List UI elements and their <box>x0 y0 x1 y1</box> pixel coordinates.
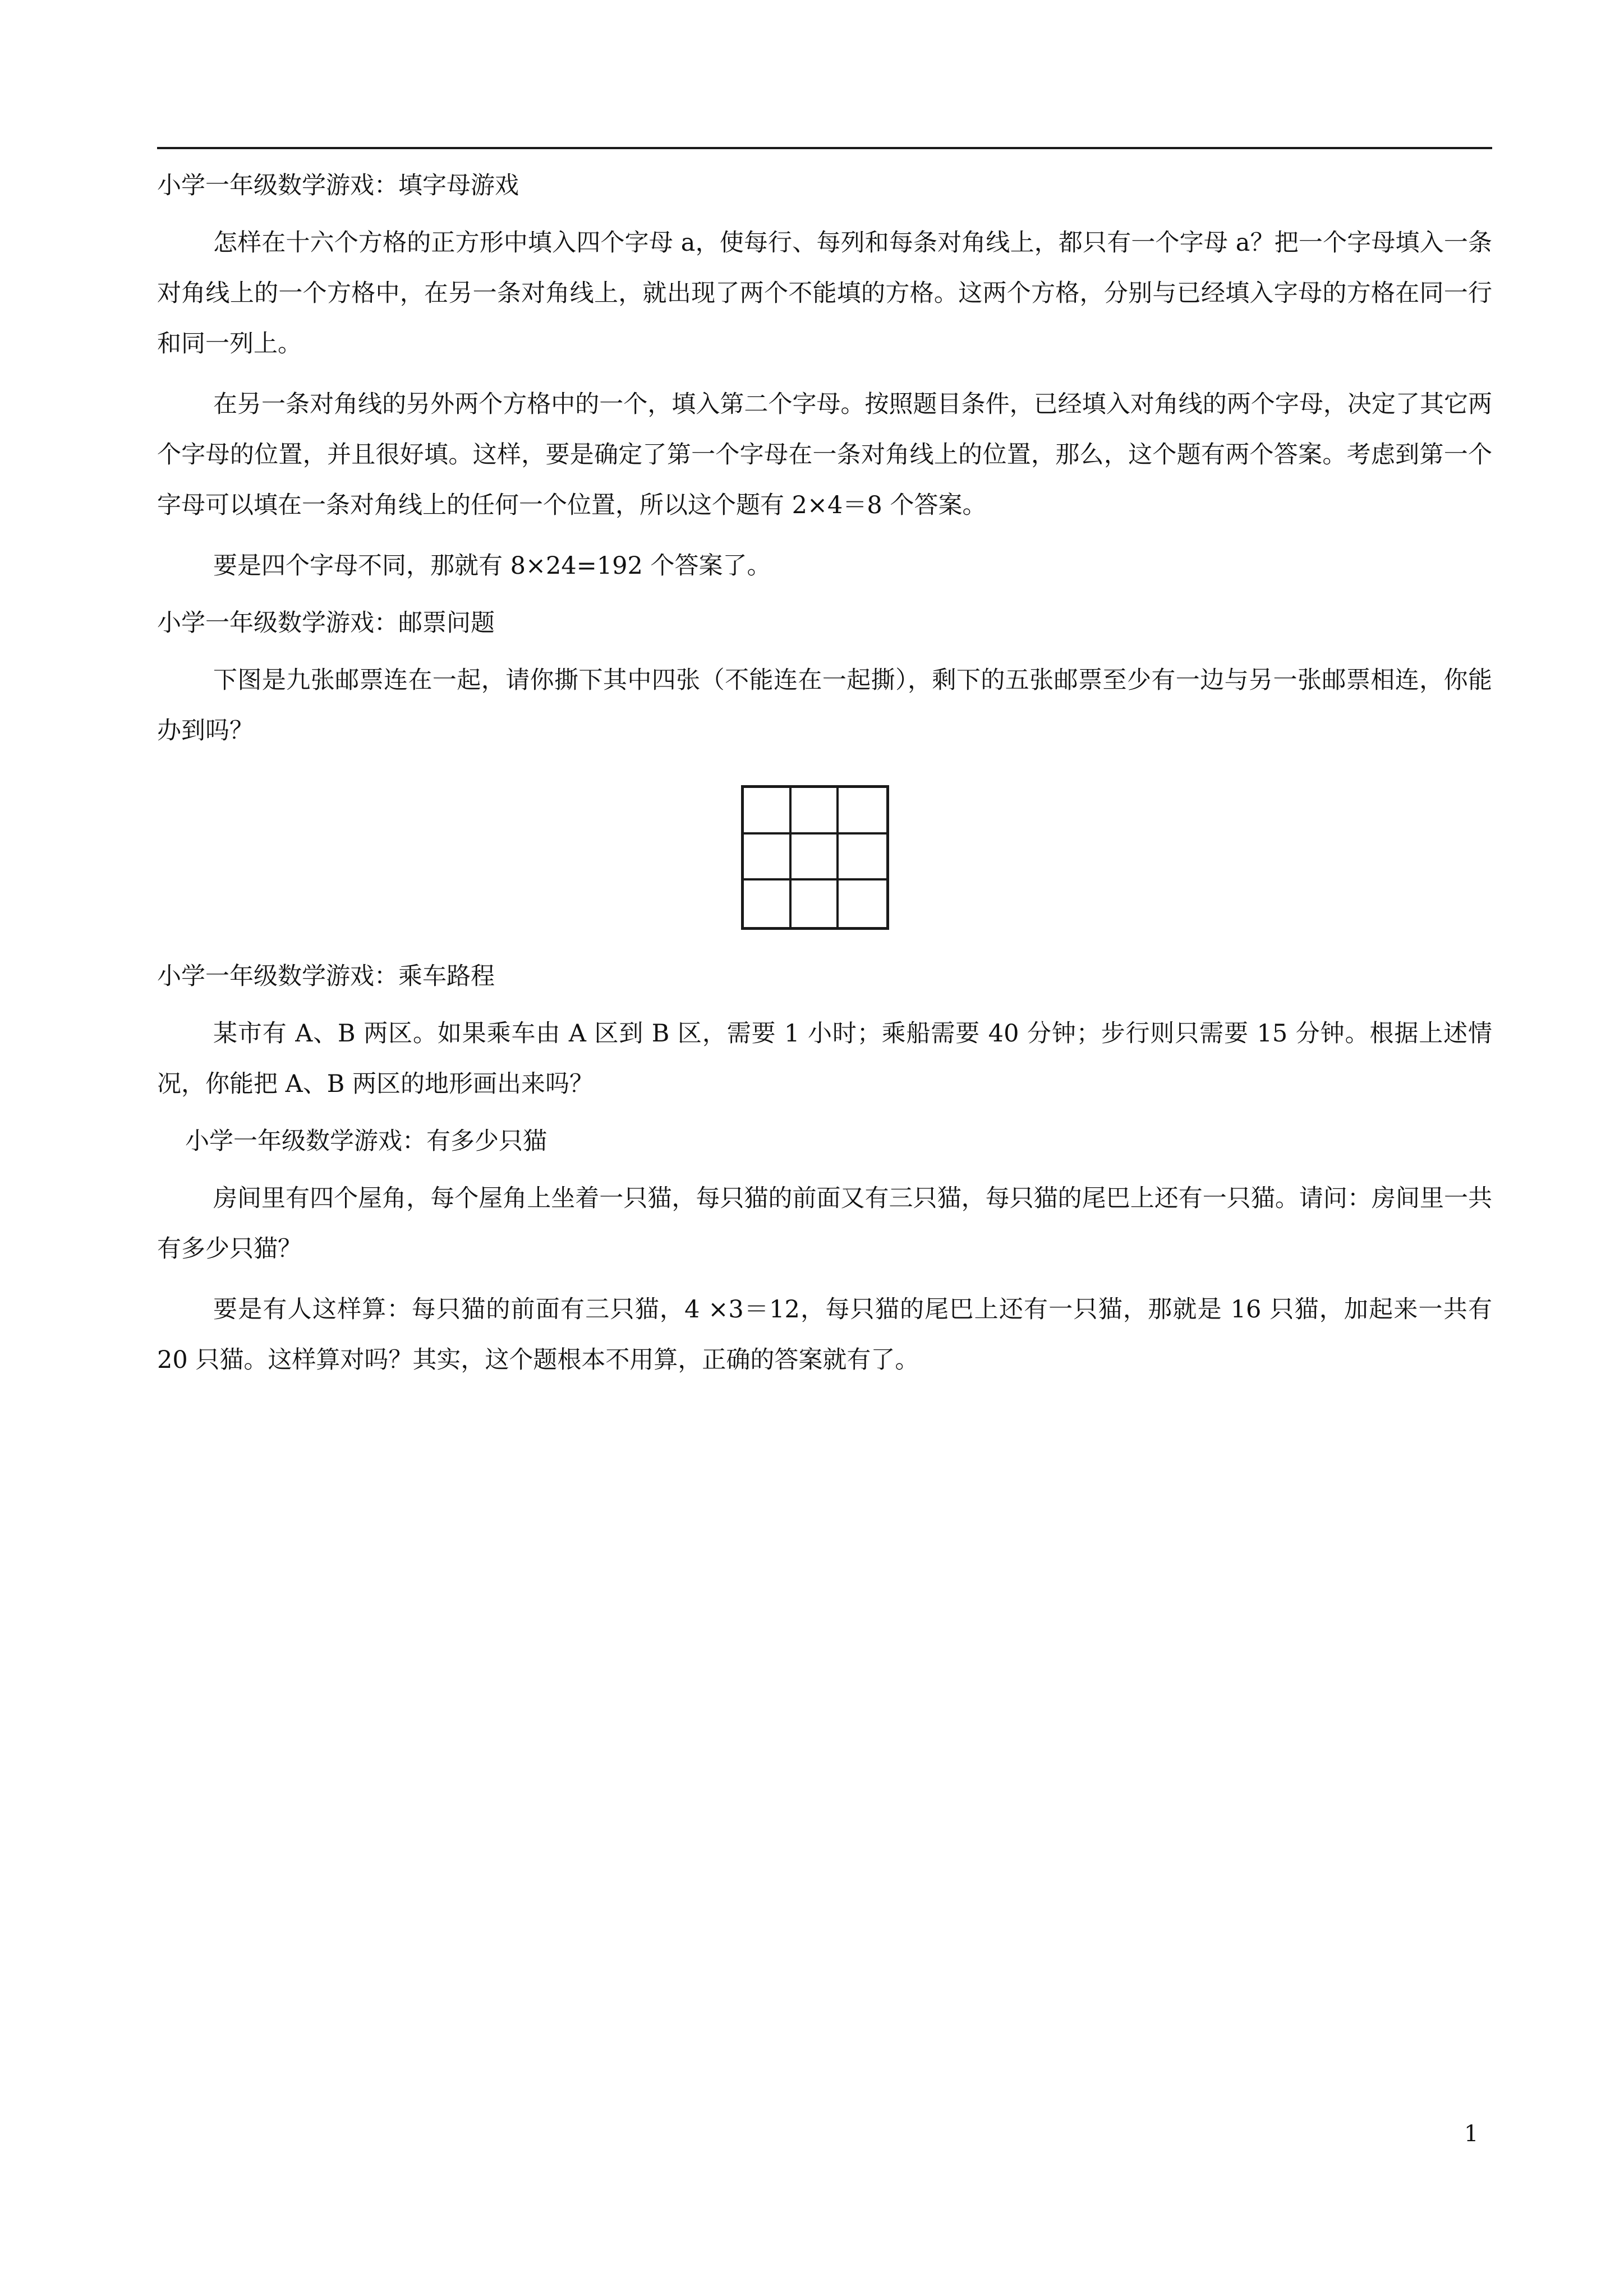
stamp <box>744 835 792 881</box>
stamp <box>744 880 792 927</box>
paragraph: 要是有人这样算：每只猫的前面有三只猫，4 ×3＝12，每只猫的尾巴上还有一只猫，那就是 16 只猫，加起来一共有 20 只猫。这样算对吗？其实，这个题根本不用算，正确的答案就有了。 <box>157 1295 1492 1374</box>
stamp <box>792 788 839 835</box>
stamp-grid <box>741 785 889 930</box>
stamp <box>839 880 886 927</box>
stamp <box>792 835 839 881</box>
section-title: 小学一年级数学游戏：有多少只猫 <box>185 1127 547 1155</box>
header-rule <box>157 147 1492 149</box>
paragraph: 某市有 A、B 两区。如果乘车由 A 区到 B 区，需要 1 小时；乘船需要 40 分钟；步行则只需要 15 分钟。根据上述情况，你能把 A、B 两区的地形画出来吗？ <box>157 1020 1492 1098</box>
section-title: 小学一年级数学游戏：填字母游戏 <box>157 172 519 200</box>
stamp <box>839 788 886 835</box>
stamp <box>744 788 792 835</box>
section-title: 小学一年级数学游戏：乘车路程 <box>157 962 495 990</box>
paragraph: 要是四个字母不同，那就有 8×24=192 个答案了。 <box>213 552 771 580</box>
stamp-figure <box>157 780 1492 959</box>
stamp <box>792 880 839 927</box>
paragraph: 怎样在十六个方格的正方形中填入四个字母 a，使每行、每列和每条对角线上，都只有一个字母 a？把一个字母填入一条对角线上的一个方格中，在另一条对角线上，就出现了两个不能填的方格。这两个方格，分别与已经填入字母的方格在同一行和同一列上。 <box>157 229 1492 358</box>
paragraph: 下图是九张邮票连在一起，请你撕下其中四张（不能连在一起撕），剩下的五张邮票至少有一边与另一张邮票相连，你能办到吗？ <box>157 666 1492 745</box>
stamp <box>839 835 886 881</box>
section-title: 小学一年级数学游戏：邮票问题 <box>157 609 495 637</box>
document-body <box>157 168 1492 1385</box>
paragraph: 房间里有四个屋角，每个屋角上坐着一只猫，每只猫的前面又有三只猫，每只猫的尾巴上还有一只猫。请问：房间里一共有多少只猫？ <box>157 1184 1492 1263</box>
paragraph: 在另一条对角线的另外两个方格中的一个，填入第二个字母。按照题目条件，已经填入对角线的两个字母，决定了其它两个字母的位置，并且很好填。这样，要是确定了第一个字母在一条对角线上的位置，那么，这个题有两个答案。考虑到第一个字母可以填在一条对角线上的任何一个位置，所以这个题有 2×4＝8 个答案。 <box>157 390 1492 519</box>
page-number: 1 <box>1464 2121 1479 2147</box>
